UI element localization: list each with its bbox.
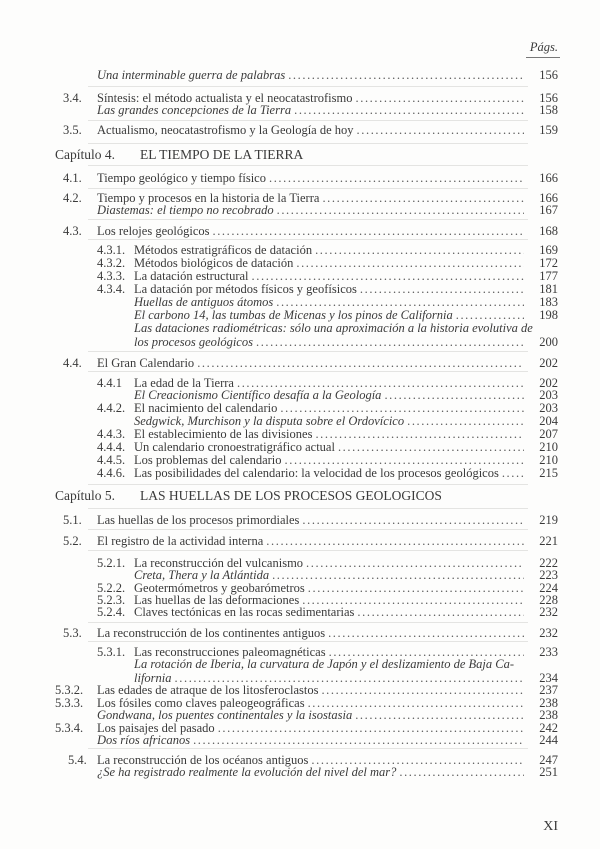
dot-leader (256, 335, 524, 349)
entry-title-with-leader (97, 103, 524, 117)
page-number: 221 (539, 534, 558, 548)
toc-entry (0, 657, 600, 671)
page-number: 198 (539, 308, 558, 322)
entry-title-with-leader (97, 733, 524, 747)
toc-entry (0, 708, 600, 722)
entry-number: 4.4.6. (97, 466, 126, 480)
dot-leader (288, 68, 524, 82)
entry-title: Tiempo geológico y tiempo físico (97, 171, 266, 185)
dot-leader (294, 103, 524, 117)
toc-entry (0, 513, 600, 527)
entry-title-with-leader (97, 626, 524, 640)
dot-leader (280, 401, 524, 415)
toc-entry (0, 568, 600, 582)
separator-rule (88, 239, 528, 240)
page-number: 219 (539, 513, 558, 527)
entry-title: El establecimiento de las divisiones (134, 427, 313, 441)
dot-leader (502, 466, 524, 480)
entry-number: 4.3.2. (97, 256, 126, 270)
toc-entry (0, 335, 600, 349)
dot-leader (357, 123, 524, 137)
entry-title-with-leader (134, 243, 524, 257)
entry-title: Una interminable guerra de palabras (97, 68, 286, 82)
entry-title: La reconstrucción del vulcanismo (134, 556, 304, 570)
page-number: 238 (539, 708, 558, 722)
chapter-heading (0, 148, 600, 162)
toc-entry (0, 224, 600, 238)
entry-title-with-leader (97, 513, 524, 527)
entry-number: 5.3.2. (55, 683, 84, 697)
entry-title: Tiempo y procesos en la historia de la Tierra (97, 191, 320, 205)
dot-leader (276, 295, 524, 309)
entry-number: 4.4.5. (97, 453, 126, 467)
separator-rule (88, 529, 528, 530)
entry-number: 5.2.3. (97, 593, 126, 607)
toc-entry (0, 388, 600, 402)
page-number: 200 (539, 335, 558, 349)
entry-title: Dos ríos africanos (97, 733, 191, 747)
entry-title: Las huellas de las deformaciones (134, 593, 300, 607)
dot-leader (384, 388, 524, 402)
entry-title-with-leader (134, 269, 524, 283)
separator-rule (88, 484, 528, 485)
page-number: 232 (539, 605, 558, 619)
page-number: 158 (539, 103, 558, 117)
page-number: 210 (539, 440, 558, 454)
entry-number: 5.3.1. (97, 645, 126, 659)
entry-title: Las edades de atraque de los litosferoclastos (97, 683, 319, 697)
dot-leader (197, 356, 524, 370)
page-number: 204 (539, 414, 558, 428)
separator-rule (88, 86, 528, 87)
entry-title-with-leader (97, 171, 524, 185)
toc-entry (0, 171, 600, 185)
entry-title: los procesos geológicos (134, 335, 253, 349)
entry-title: Los fósiles como claves paleogeográficas (97, 696, 305, 710)
dot-leader (277, 203, 524, 217)
entry-title: Los problemas del calendario (134, 453, 282, 467)
entry-number: 5.2.4. (97, 605, 126, 619)
page-number: 202 (539, 356, 558, 370)
dot-leader (315, 427, 524, 441)
entry-title: El carbono 14, las tumbas de Micenas y los pinos de California (134, 308, 453, 322)
entry-number: 4.4.3. (97, 427, 126, 441)
entry-title: LAS HUELLAS DE LOS PROCESOS GEOLOGICOS (140, 489, 442, 503)
entry-number: 5.2. (63, 534, 82, 548)
entry-title-with-leader (97, 356, 524, 370)
entry-title: Actualismo, neocatastrofismo y la Geología de hoy (97, 123, 354, 137)
entry-title-with-leader (134, 295, 524, 309)
entry-title-with-leader (134, 321, 560, 335)
toc-entry (0, 683, 600, 697)
entry-title: El registro de la actividad interna (97, 534, 264, 548)
page-number: 242 (539, 721, 558, 735)
chapter-heading (0, 489, 600, 503)
entry-title: Creta, Thera y la Atlántida (134, 568, 270, 582)
entry-title-with-leader (134, 605, 524, 619)
page-number: 234 (539, 671, 558, 685)
entry-title-with-leader (134, 440, 524, 454)
dot-leader (315, 243, 524, 257)
entry-title: Los paisajes del pasado (97, 721, 215, 735)
entry-title-with-leader (134, 256, 524, 270)
page-number: 166 (539, 171, 558, 185)
entry-title-with-leader (134, 401, 524, 415)
page-number: 177 (539, 269, 558, 283)
page-number: 210 (539, 453, 558, 467)
entry-title: El nacimiento del calendario (134, 401, 278, 415)
entry-number: Capítulo 4. (55, 147, 115, 162)
entry-number: Capítulo 5. (55, 488, 115, 503)
entry-title: Claves tectónicas en las rocas sedimentarias (134, 605, 355, 619)
separator-rule (88, 748, 528, 749)
pages-header-rule (526, 57, 560, 58)
entry-title-with-leader (134, 466, 524, 480)
toc-entry (0, 68, 600, 82)
toc-entry (0, 356, 600, 370)
page-number: 203 (539, 388, 558, 402)
dot-leader (266, 534, 524, 548)
separator-rule (88, 622, 528, 623)
entry-title: EL TIEMPO DE LA TIERRA (140, 148, 304, 162)
toc-entry (0, 414, 600, 428)
toc-entry (0, 466, 600, 480)
entry-title: Sedgwick, Murchison y la disputa sobre el Ordovícico (134, 414, 405, 428)
toc-entry (0, 605, 600, 619)
entry-title-with-leader (97, 203, 524, 217)
dot-leader (357, 605, 524, 619)
entry-number: 5.2.2. (97, 581, 126, 595)
page-number: 238 (539, 696, 558, 710)
entry-title: Síntesis: el método actualista y el neocatastrofismo (97, 91, 353, 105)
entry-title-with-leader (97, 683, 524, 697)
entry-title-with-leader (134, 388, 524, 402)
entry-number: 4.3.4. (97, 282, 126, 296)
toc-entry (0, 256, 600, 270)
separator-rule (88, 143, 528, 144)
entry-number: 4.4.2. (97, 401, 126, 415)
entry-title: Diastemas: el tiempo no recobrado (97, 203, 274, 217)
entry-number: 5.1. (63, 513, 82, 527)
dot-leader (269, 171, 524, 185)
entry-title: Métodos estratigráficos de datación (134, 243, 313, 257)
separator-rule (88, 351, 528, 352)
toc-entry (0, 103, 600, 117)
toc-entry (0, 243, 600, 257)
page-number: 166 (539, 191, 558, 205)
entry-title-with-leader (97, 224, 524, 238)
entry-number: 5.3.4. (55, 721, 84, 735)
entry-number: 4.2. (63, 191, 82, 205)
entry-title: Huellas de antiguos átomos (134, 295, 274, 309)
entry-title: Métodos biológicos de datación (134, 256, 294, 270)
entry-title: Las posibilidades del calendario: la velocidad de los procesos geológicos (134, 466, 499, 480)
entry-title: Las dataciones radiométricas: sólo una aproximación a la historia evolutiva de (134, 321, 533, 335)
dot-leader (193, 733, 524, 747)
toc-entry (0, 626, 600, 640)
entry-number: 5.3.3. (55, 696, 84, 710)
entry-number: 4.4.4. (97, 440, 126, 454)
toc-entry (0, 269, 600, 283)
entry-number: 4.1. (63, 171, 82, 185)
page-number: 237 (539, 683, 558, 697)
page-number: 172 (539, 256, 558, 270)
entry-number: 4.3.3. (97, 269, 126, 283)
entry-title: La datación por métodos físicos y geofísicos (134, 282, 357, 296)
entry-title-with-leader (134, 427, 524, 441)
entry-number: 4.4. (63, 356, 82, 370)
entry-title: Los relojes geológicos (97, 224, 210, 238)
page-number: 228 (539, 593, 558, 607)
page-number: 222 (539, 556, 558, 570)
entry-title-with-leader (97, 68, 524, 82)
toc-entry (0, 534, 600, 548)
page-number: 203 (539, 401, 558, 415)
entry-title: La datación estructural (134, 269, 249, 283)
separator-rule (88, 219, 528, 220)
dot-leader (212, 224, 524, 238)
separator-rule (88, 188, 528, 189)
page-folio: XI (543, 819, 558, 834)
entry-title: Las huellas de los procesos primordiales (97, 513, 300, 527)
entry-number: 4.4.1 (97, 376, 122, 390)
page-number: 247 (539, 753, 558, 767)
toc-entry (0, 321, 600, 335)
dot-leader (296, 256, 524, 270)
toc-entry (0, 453, 600, 467)
separator-rule (88, 550, 528, 551)
entry-title-with-leader (134, 568, 524, 582)
entry-title: El Creacionismo Científico desafía a la Geología (134, 388, 382, 402)
entry-title-with-leader (140, 148, 560, 162)
page-number: 183 (539, 295, 558, 309)
toc-entry (0, 440, 600, 454)
separator-rule (88, 371, 528, 372)
dot-leader (285, 453, 524, 467)
entry-title-with-leader (134, 335, 524, 349)
entry-title: Las grandes concepciones de la Tierra (97, 103, 292, 117)
entry-title-with-leader (97, 708, 524, 722)
toc-entry (0, 295, 600, 309)
entry-title: Gondwana, los puentes continentales y la isostasia (97, 708, 353, 722)
page-number: 223 (539, 568, 558, 582)
entry-title-with-leader (134, 308, 524, 322)
dot-leader (338, 440, 524, 454)
dot-leader (302, 513, 524, 527)
page-number: 181 (539, 282, 558, 296)
page-number: 244 (539, 733, 558, 747)
entry-number: 3.4. (63, 91, 82, 105)
entry-title-with-leader (134, 414, 524, 428)
entry-title-with-leader (140, 489, 560, 503)
entry-title: Un calendario cronoestratigráfico actual (134, 440, 335, 454)
entry-title: El Gran Calendario (97, 356, 195, 370)
toc-entry (0, 308, 600, 322)
entry-title-with-leader (97, 765, 524, 779)
entry-title-with-leader (134, 453, 524, 467)
entry-title: La edad de la Tierra (134, 376, 234, 390)
dot-leader (407, 414, 524, 428)
page-number: 159 (539, 123, 558, 137)
entry-title-with-leader (97, 534, 524, 548)
entry-number: 4.3.1. (97, 243, 126, 257)
entry-number: 3.5. (63, 123, 82, 137)
page-number: 224 (539, 581, 558, 595)
toc-entry (0, 733, 600, 747)
entry-title-with-leader (134, 657, 560, 671)
page-number: 233 (539, 645, 558, 659)
entry-title-with-leader (97, 123, 524, 137)
dot-leader (328, 626, 524, 640)
dot-leader (456, 308, 524, 322)
toc-entry (0, 203, 600, 217)
entry-number: 4.3. (63, 224, 82, 238)
entry-number: 5.2.1. (97, 556, 126, 570)
dot-leader (252, 269, 524, 283)
page-number: 207 (539, 427, 558, 441)
entry-title: Las reconstrucciones paleomagnéticas (134, 645, 326, 659)
toc-entry (0, 282, 600, 296)
toc-entry (0, 123, 600, 137)
dot-leader (355, 708, 524, 722)
entry-title: ¿Se ha registrado realmente la evolución del nivel del mar? (97, 765, 397, 779)
page-number: 168 (539, 224, 558, 238)
separator-rule (88, 508, 528, 509)
entry-title: La reconstrucción de los continentes antiguos (97, 626, 326, 640)
page-number: 167 (539, 203, 558, 217)
page-number: 215 (539, 466, 558, 480)
dot-leader (399, 765, 524, 779)
entry-title: Geotermómetros y geobarómetros (134, 581, 305, 595)
dot-leader (360, 282, 524, 296)
separator-rule (88, 165, 528, 166)
page-number: 156 (539, 91, 558, 105)
page-number: 202 (539, 376, 558, 390)
toc-entry (0, 401, 600, 415)
toc-entry (0, 765, 600, 779)
separator-rule (88, 641, 528, 642)
dot-leader (321, 683, 524, 697)
page-number: 169 (539, 243, 558, 257)
toc-entry (0, 427, 600, 441)
entry-title: La rotación de Iberia, la curvatura de Japón y el deslizamiento de Baja Ca- (134, 657, 515, 671)
pages-column-header: Págs. (529, 40, 558, 54)
page-number: 156 (539, 68, 558, 82)
entry-title-with-leader (134, 282, 524, 296)
dot-leader (272, 568, 524, 582)
page-number: 232 (539, 626, 558, 640)
entry-number: 5.4. (68, 753, 87, 767)
entry-title: lifornia (134, 671, 172, 685)
separator-rule (88, 120, 528, 121)
entry-number: 5.3. (63, 626, 82, 640)
page-number: 251 (539, 765, 558, 779)
entry-title: La reconstrucción de los océanos antiguos (97, 753, 309, 767)
